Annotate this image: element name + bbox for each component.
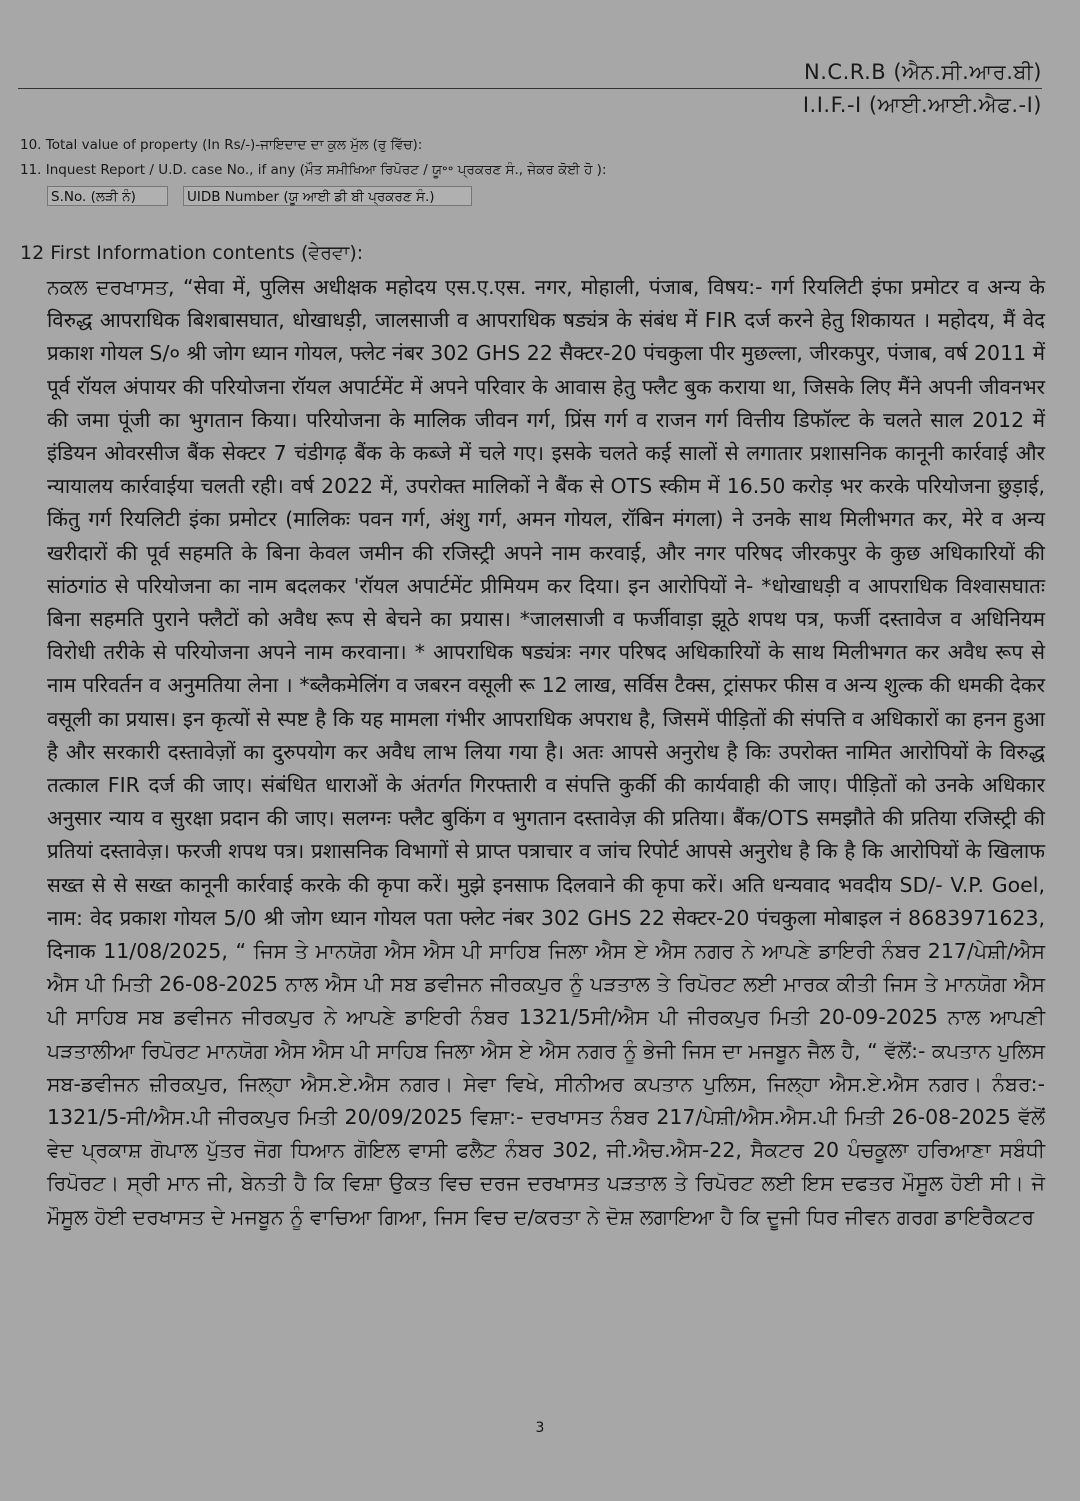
section-12-heading: 12 First Information contents (ਵੇਰਵਾ): — [20, 242, 364, 264]
ncrb-header: N.C.R.B (ਐਨ.ਸੀ.ਆਰ.ਬੀ) — [804, 60, 1042, 84]
page-number: 3 — [535, 1420, 545, 1436]
first-information-contents: ਨਕਲ ਦਰਖਾਸਤ, “सेवा में, पुलिस अधीक्षक महोदय एस.ए.एस. नगर, मोहाली, पंजाब, विषय:- गर्ग रियलिटी इंफा प्रमोटर व अन्य के विरुद्ध आपराधिक बिशबासघात, धोखाधड़ी, जालसाजी व आपराधिक षड्यंत्र के संबंध में FIR दर्ज करने हेतु शिकायत । महोदय, मैं वेद प्रकाश गोयल S/० श्री जोग ध्यान गोयल, फ्लेट नंबर 302 GHS 22 सैक्टर-20 पंचकुला पीर मुछल्ला, जीरकपुर, पंजाब, वर्ष 2011 में पूर्व रॉयल अंपायर की परियोजना रॉयल अपार्टमेंट में अपने परिवार के आवास हेतु फ्लैट बुक कराया था, जिसके लिए मैंने अपनी जीवनभर की जमा पूंजी का भुगतान किया। परियोजना के मालिक जीवन गर्ग, प्रिंस गर्ग व राजन गर्ग वित्तीय डिफॉल्ट के चलते साल 2012 में इंडियन ओवरसीज बैंक सेक्टर 7 चंडीगढ़ बैंक के कब्जे में चले गए। इसके चलते कई सालों से लगातार प्रशासनिक कानूनी कार्रवाई और न्यायालय कार्रवाईया चलती रही। वर्ष 2022 में, उपरोक्त मालिकों ने बैंक से OTS स्कीम में 16.50 करोड़ भर करके परियोजना छुड़ाई, किंतु गर्ग रियलिटी इंका प्रमोटर (मालिकः पवन गर्ग, अंशु गर्ग, अमन गोयल, रॉबिन मंगला) ने उनके साथ मिलीभगत कर, मेरे व अन्य खरीदारों की पूर्व सहमति के बिना केवल जमीन की रजिस्ट्री अपने नाम करवाई, और नगर परिषद जीरकपुर के कुछ अधिकारियों की सांठगांठ से परियोजना का नाम बदलकर 'रॉयल अपार्टमेंट प्रीमियम कर दिया। इन आरोपियों ने- *धोखाधड़ी व आपराधिक विश्वासघातः बिना सहमति पुराने फ्लैटों को अवैध रूप से बेचने का प्रयास। *जालसाजी व फर्जीवाड़ा झूठे शपथ पत्र, फर्जी दस्तावेज व अधिनियम विरोधी तरीके से परियोजना अपने नाम करवाना। * आपराधिक षड्यंत्रः नगर परिषद अधिकारियों के साथ मिलीभगत कर अवैध रूप से नाम परिवर्तन व अनुमतिया लेना । *ब्लैकमेलिंग व जबरन वसूली रू 12 लाख, सर्विस टैक्स, ट्रांसफर फीस व अन्य शुल्क की धमकी देकर वसूली का प्रयास। इन कृत्यों से स्पष्ट है कि यह मामला गंभीर आपराधिक अपराध है, जिसमें पीड़ितों की संपत्ति व अधिकारों का हनन हुआ है और सरकारी दस्तावेज़ों का दुरुपयोग कर अवैध लाभ लिया गया है। अतः आपसे अनुरोध है किः उपरोक्त नामित आरोपियों के विरुद्ध तत्काल FIR दर्ज की जाए। संबंधित धाराओं के अंतर्गत गिरफ्तारी व संपत्ति कुर्की की कार्यवाही की जाए। पीड़ितों को उनके अधिकार अनुसार न्याय व सुरक्षा प्रदान की जाए। सलग्नः फ्लैट बुकिंग व भुगतान दस्तावेज़ की प्रतिया। बैंक/OTS समझौते की प्रतिया रजिस्ट्री की प्रतियां दस्तावेज़। फरजी शपथ पत्र। प्रशासनिक विभागों से प्राप्त पत्राचार व जांच रिपोर्ट आपसे अनुरोध है कि है कि आरोपियों के खिलाफ सख्त से से सख्त कानूनी कार्रवाई करके की कृपा करें। मुझे इनसाफ दिलवाने की कृपा करें। अति धन्यवाद भवदीय SD/- V.P. Goel, नाम: वेद प्रकाश गोयल 5/0 श्री जोग ध्यान गोयल पता फ्लेट नंबर 302 GHS 22 सेक्टर-20 पंचकुला मोबाइल नं 8683971623, दिनाक 11/08/2025, “ ਜਿਸ ਤੇ ਮਾਨਯੋਗ ਐਸ ਐਸ ਪੀ ਸਾਹਿਬ ਜਿਲਾ ਐਸ ਏ ਐਸ ਨਗਰ ਨੇ ਆਪਣੇ ਡਾਇਰੀ ਨੰਬਰ 217/ਪੇਸ਼ੀ/ਐਸ ਐਸ ਪੀ ਮਿਤੀ 26-08-2025 ਨਾਲ ਐਸ ਪੀ ਸਬ ਡਵੀਜਨ ਜੀਰਕਪੁਰ ਨੂੰ ਪੜਤਾਲ ਤੇ ਰਿਪੋਰਟ ਲਈ ਮਾਰਕ ਕੀਤੀ ਜਿਸ ਤੇ ਮਾਨਯੋਗ ਐਸ ਪੀ ਸਾਹਿਬ ਸਬ ਡਵੀਜਨ ਜੀਰਕਪੁਰ ਨੇ ਆਪਣੇ ਡਾਇਰੀ ਨੰਬਰ 1321/5ਸੀ/ਐਸ ਪੀ ਜੀਰਕਪੁਰ ਮਿਤੀ 20-09-2025 ਨਾਲ ਆਪਣੀ ਪੜਤਾਲੀਆ ਰਿਪੋਰਟ ਮਾਨਯੋਗ ਐਸ ਐਸ ਪੀ ਸਾਹਿਬ ਜਿਲਾ ਐਸ ਏ ਐਸ ਨਗਰ ਨੂੰ ਭੇਜੀ ਜਿਸ ਦਾ ਮਜਬੂਨ ਜੈਲ ਹੈ, “ ਵੱਲੋਂ:- ਕਪਤਾਨ ਪੁਲਿਸ ਸਬ-ਡਵੀਜਨ ਜ਼ੀਰਕਪੁਰ, ਜਿਲ੍ਹਾ ਐਸ.ਏ.ਐਸ ਨਗਰ। ਸੇਵਾ ਵਿਖੇ, ਸੀਨੀਅਰ ਕਪਤਾਨ ਪੁਲਿਸ, ਜਿਲ੍ਹਾ ਐਸ.ਏ.ਐਸ ਨਗਰ। ਨੰਬਰ:- 1321/5-ਸੀ/ਐਸ.ਪੀ ਜੀਰਕਪੁਰ ਮਿਤੀ 20/09/2025 ਵਿਸ਼ਾ:- ਦਰਖਾਸਤ ਨੰਬਰ 217/ਪੇਸ਼ੀ/ਐਸ.ਐਸ.ਪੀ ਮਿਤੀ 26-08-2025 ਵੱਲੋਂ ਵੇਦ ਪ੍ਰਕਾਸ਼ ਗੋਪਾਲ ਪੁੱਤਰ ਜੋਗ ਧਿਆਨ ਗੋਇਲ ਵਾਸੀ ਫਲੈਟ ਨੰਬਰ 302, ਜੀ.ਐਚ.ਐਸ-22, ਸੈਕਟਰ 20 ਪੰਚਕੂਲਾ ਹਰਿਆਣਾ ਸਬੰਧੀ ਰਿਪੋਰਟ। ਸ੍ਰੀ ਮਾਨ ਜੀ, ਬੇਨਤੀ ਹੈ ਕਿ ਵਿਸ਼ਾ ਉਕਤ ਵਿਚ ਦਰਜ ਦਰਖਾਸਤ ਪੜਤਾਲ ਤੇ ਰਿਪੋਰਟ ਲਈ ਇਸ ਦਫਤਰ ਮੌਸੂਲ ਹੋਈ ਸੀ। ਜੋ ਮੌਸੂਲ ਹੋਈ ਦਰਖਾਸਤ ਦੇ ਮਜਬੂਨ ਨੂੰ ਵਾਚਿਆ ਗਿਆ, ਜਿਸ ਵਿਚ ਦ/ਕਰਤਾ ਨੇ ਦੋਸ਼ ਲਗਾਇਆ ਹੈ ਕਿ ਦੂਜੀ ਧਿਰ ਜੀਵਨ ਗਰਗ ਡਾਇਰੈਕਟਰ — [47, 275, 1045, 1229]
iif-header: I.I.F.-I (ਆਈ.ਆਈ.ਐਫ.-I) — [802, 93, 1042, 117]
uidb-number-box: UIDB Number (ਯੂ ਆਈ ਡੀ ਬੀ ਪ੍ਰਕਰਣ ਸੰ.) — [183, 186, 472, 206]
header-divider — [18, 88, 1042, 89]
property-value-field: 10. Total value of property (In Rs/-)-ਜਾਇਦਾਦ ਦਾ ਕੁਲ ਮੁੱਲ (ਰੁ ਵਿੱਚ): — [20, 137, 423, 153]
inquest-report-field: 11. Inquest Report / U.D. case No., if any (ਮੌਤ ਸਮੀਖਿਆ ਰਿਪੋਰਟ / ਯੂ॰॰ ਪ੍ਰਕਰਣ ਸੰ., ਜੇਕਰ ਕੋਈ ਹੋ ): — [20, 162, 607, 178]
serial-number-box: S.No. (ਲੜੀ ਨੰ) — [47, 186, 168, 206]
